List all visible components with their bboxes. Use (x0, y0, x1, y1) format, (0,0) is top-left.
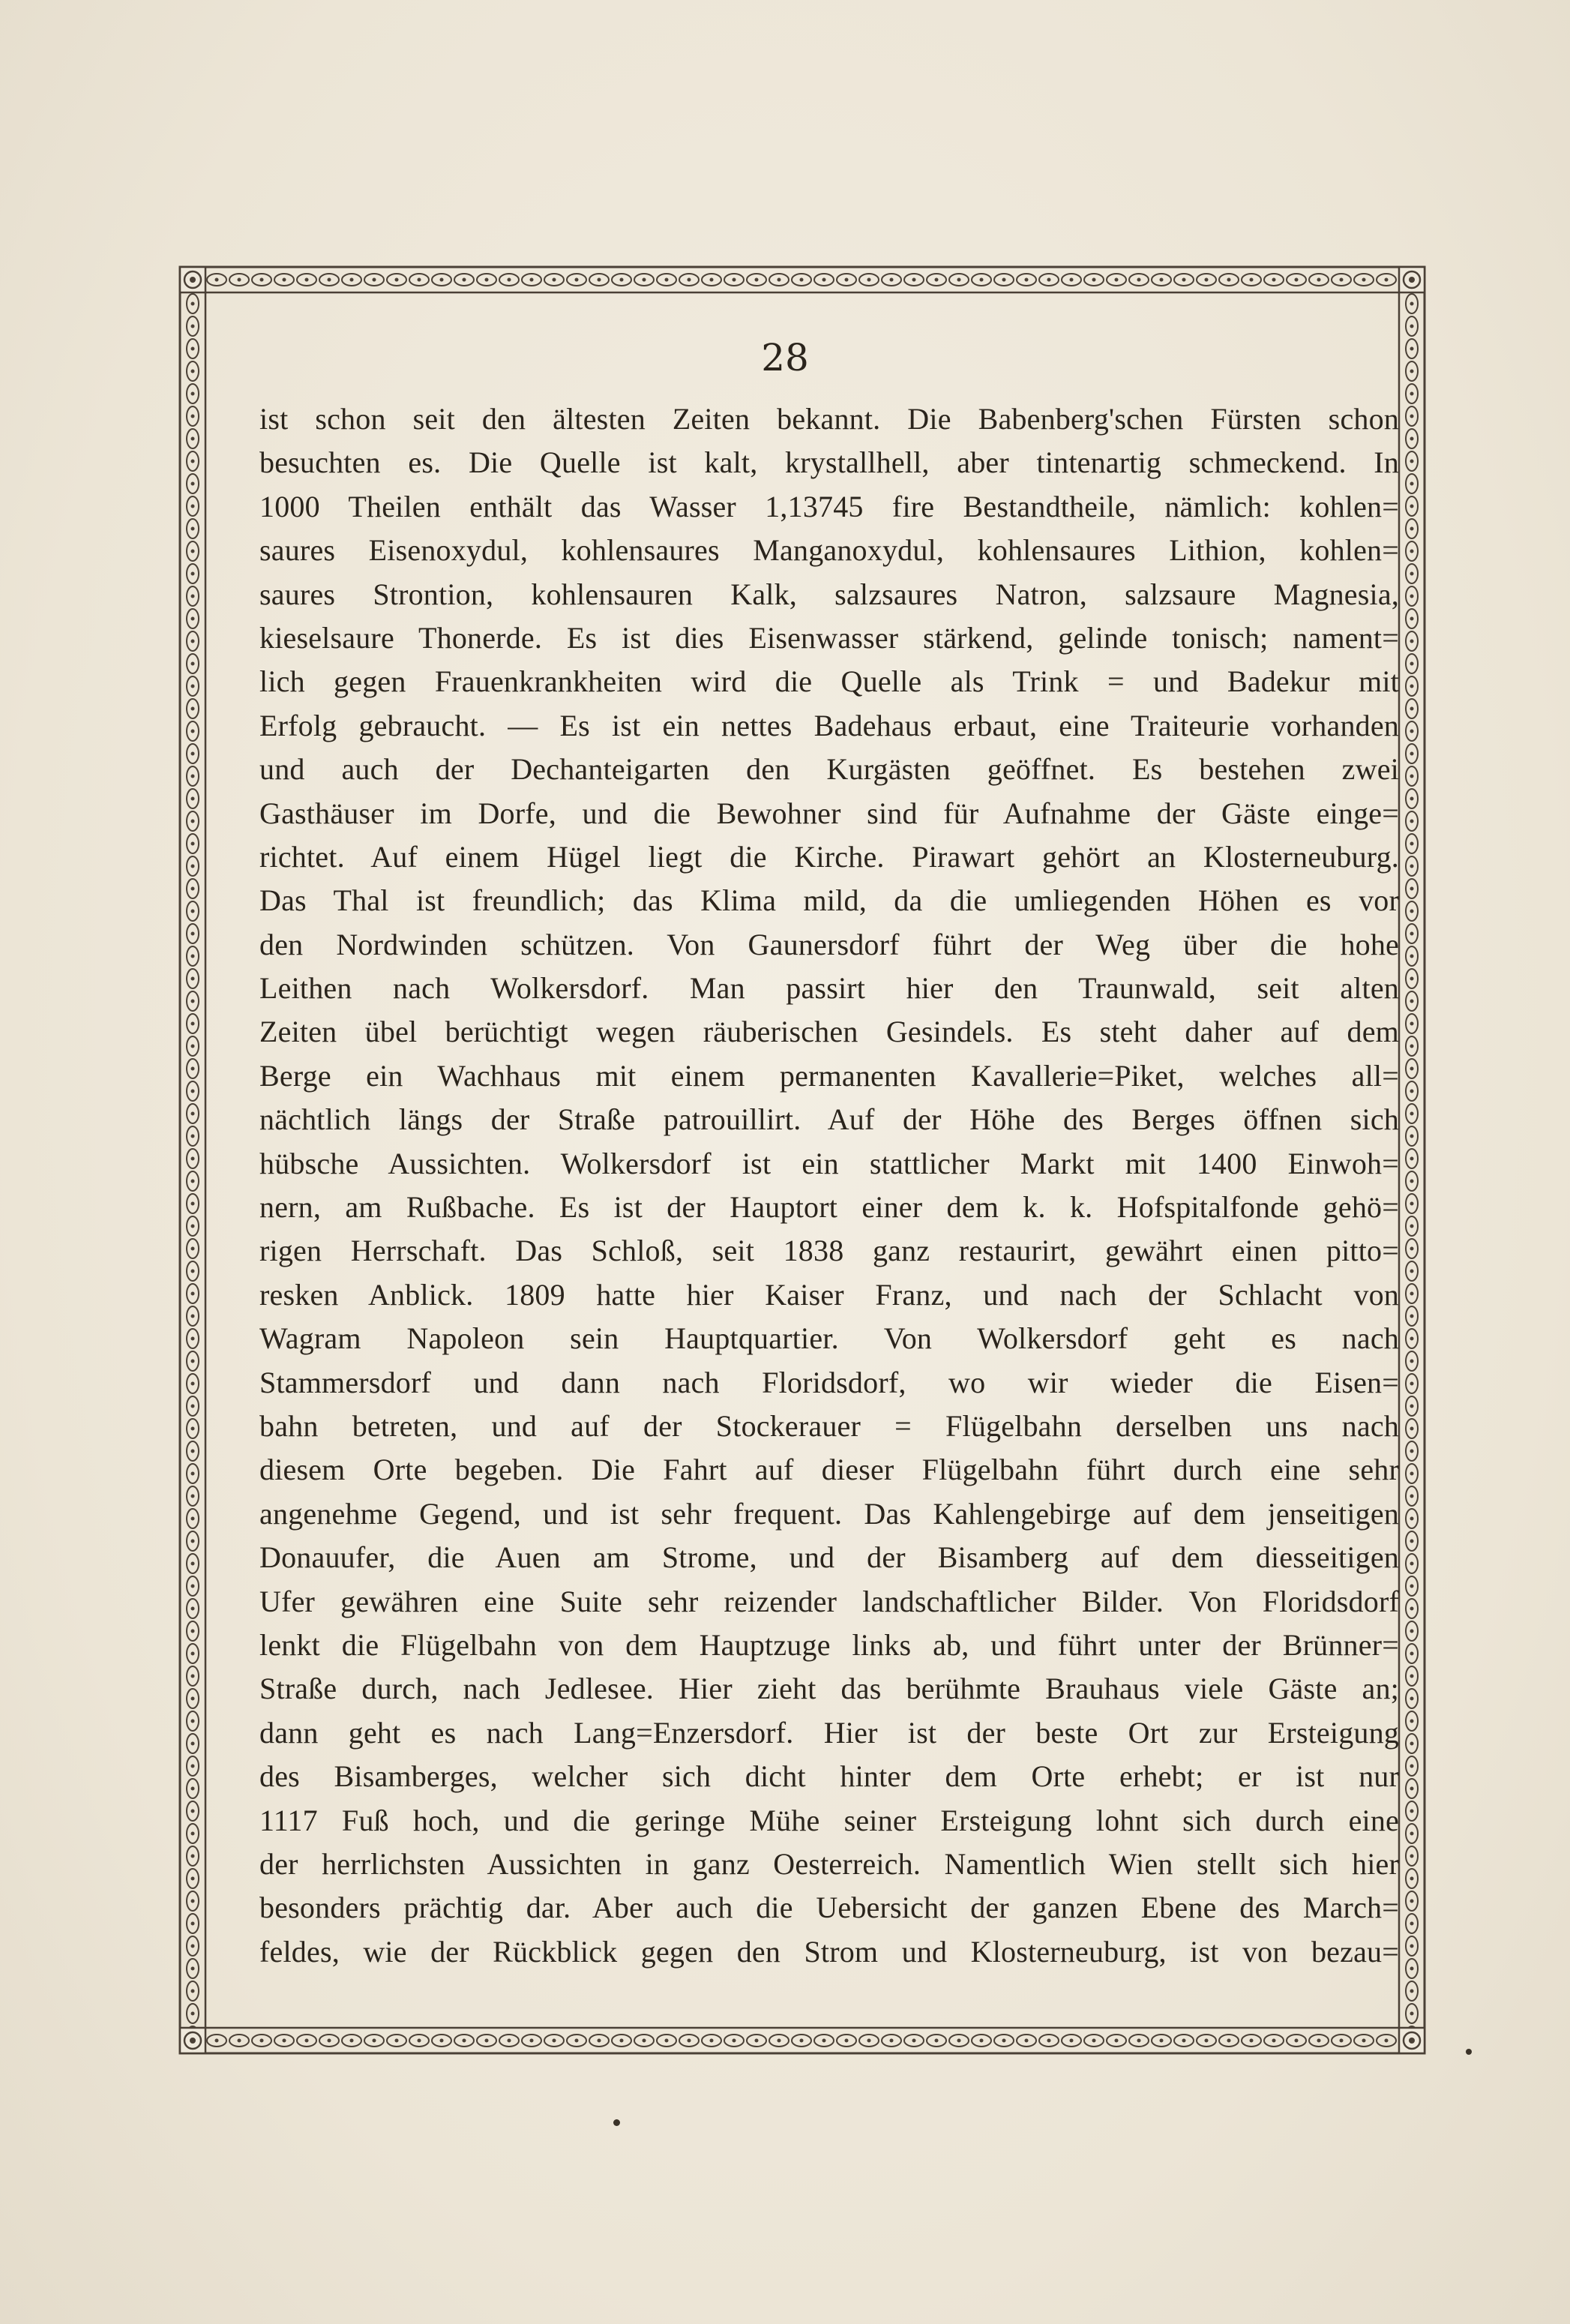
text-line: des Bisamberges, welcher sich dicht hinter dem Orte erhebt; er ist nur (259, 1759, 1399, 1794)
text-line: der herrlichsten Aussichten in ganz Oesterreich. Namentlich Wien stellt sich hier (259, 1846, 1399, 1881)
text-line: Leithen nach Wolkersdorf. Man passirt hier den Traunwald, seit alten (259, 971, 1399, 1006)
text-line: Stammersdorf und dann nach Floridsdorf, wo wir wieder die Eisen= (259, 1365, 1399, 1399)
text-line: richtet. Auf einem Hügel liegt die Kirche. Pirawart gehört an Klosterneuburg. (259, 839, 1399, 874)
text-line: hübsche Aussichten. Wolkersdorf ist ein stattlicher Markt mit 1400 Einwoh= (259, 1146, 1399, 1180)
text-line: Wagram Napoleon sein Hauptquartier. Von Wolkersdorf geht es nach (259, 1321, 1399, 1356)
text-line: Straße durch, nach Jedlesee. Hier zieht das berühmte Brauhaus viele Gäste an; (259, 1672, 1399, 1706)
page-number: 28 (761, 336, 809, 379)
text-line: 1000 Theilen enthält das Wasser 1,13745 fire Bestandtheile, nämlich: kohlen= (259, 489, 1399, 523)
text-line: saures Strontion, kohlensauren Kalk, salzsaures Natron, salzsaure Magnesia, (259, 577, 1399, 611)
text-line: ist schon seit den ältesten Zeiten bekannt. Die Babenberg'schen Fürsten schon (259, 402, 1399, 436)
text-line: resken Anblick. 1809 hatte hier Kaiser Franz, und nach der Schlacht von (259, 1277, 1399, 1312)
text-line: bahn betreten, und auf der Stockerauer = Flügelbahn derselben uns nach (259, 1408, 1399, 1443)
text-line: Erfolg gebraucht. — Es ist ein nettes Badehaus erbaut, eine Traiteurie vorhanden (259, 708, 1399, 742)
text-line: 1117 Fuß hoch, und die geringe Mühe seiner Ersteigung lohnt sich durch eine (259, 1803, 1399, 1837)
text-line: Ufer gewähren eine Suite sehr reizender landschaftlicher Bilder. Von Floridsdorf (259, 1584, 1399, 1618)
text-line: lenkt die Flügelbahn von dem Hauptzuge links ab, und führt unter der Brünner= (259, 1627, 1399, 1662)
text-line: angenehme Gegend, und ist sehr frequent. Das Kahlengebirge auf dem jenseitigen (259, 1496, 1399, 1531)
text-line: dann geht es nach Lang=Enzersdorf. Hier ist der beste Ort zur Ersteigung (259, 1715, 1399, 1750)
text-line: feldes, wie der Rückblick gegen den Strom und Klosterneuburg, ist von bezau= (259, 1934, 1399, 1969)
text-line: Donauufer, die Auen am Strome, und der Bisamberg auf dem diesseitigen (259, 1540, 1399, 1575)
text-line: besonders prächtig dar. Aber auch die Uebersicht der ganzen Ebene des March= (259, 1891, 1399, 1925)
text-line: diesem Orte begeben. Die Fahrt auf dieser Flügelbahn führt durch eine sehr (259, 1453, 1399, 1487)
text-line: kieselsaure Thonerde. Es ist dies Eisenwasser stärkend, gelinde tonisch; nament= (259, 620, 1399, 655)
text-line: Berge ein Wachhaus mit einem permanenten Kavallerie=Piket, welches all= (259, 1058, 1399, 1093)
text-line: nächtlich längs der Straße patrouillirt. Auf der Höhe des Berges öffnen sich (259, 1102, 1399, 1137)
text-line: Das Thal ist freundlich; das Klima mild, da die umliegenden Höhen es vor (259, 883, 1399, 918)
text-line: rigen Herrschaft. Das Schloß, seit 1838 ganz restaurirt, gewährt einen pitto= (259, 1234, 1399, 1268)
text-line: nern, am Rußbache. Es ist der Hauptort einer dem k. k. Hofspitalfonde gehö= (259, 1190, 1399, 1225)
text-line: saures Eisenoxydul, kohlensaures Manganoxydul, kohlensaures Lithion, kohlen= (259, 533, 1399, 568)
ink-speck (613, 2119, 620, 2126)
text-line: den Nordwinden schützen. Von Gaunersdorf führt der Weg über die hohe (259, 927, 1399, 961)
text-line: Zeiten übel berüchtigt wegen räuberischen Gesindels. Es steht daher auf dem (259, 1015, 1399, 1049)
text-line: lich gegen Frauenkrankheiten wird die Quelle als Trink = und Badekur mit (259, 664, 1399, 699)
text-line: und auch der Dechanteigarten den Kurgästen geöffnet. Es bestehen zwei (259, 752, 1399, 787)
text-line: Gasthäuser im Dorfe, und die Bewohner sind für Aufnahme der Gäste einge= (259, 796, 1399, 830)
text-line: besuchten es. Die Quelle ist kalt, krystallhell, aber tintenartig schmeckend. In (259, 445, 1399, 480)
ink-speck (1466, 2049, 1472, 2055)
body-text (259, 397, 1399, 1974)
